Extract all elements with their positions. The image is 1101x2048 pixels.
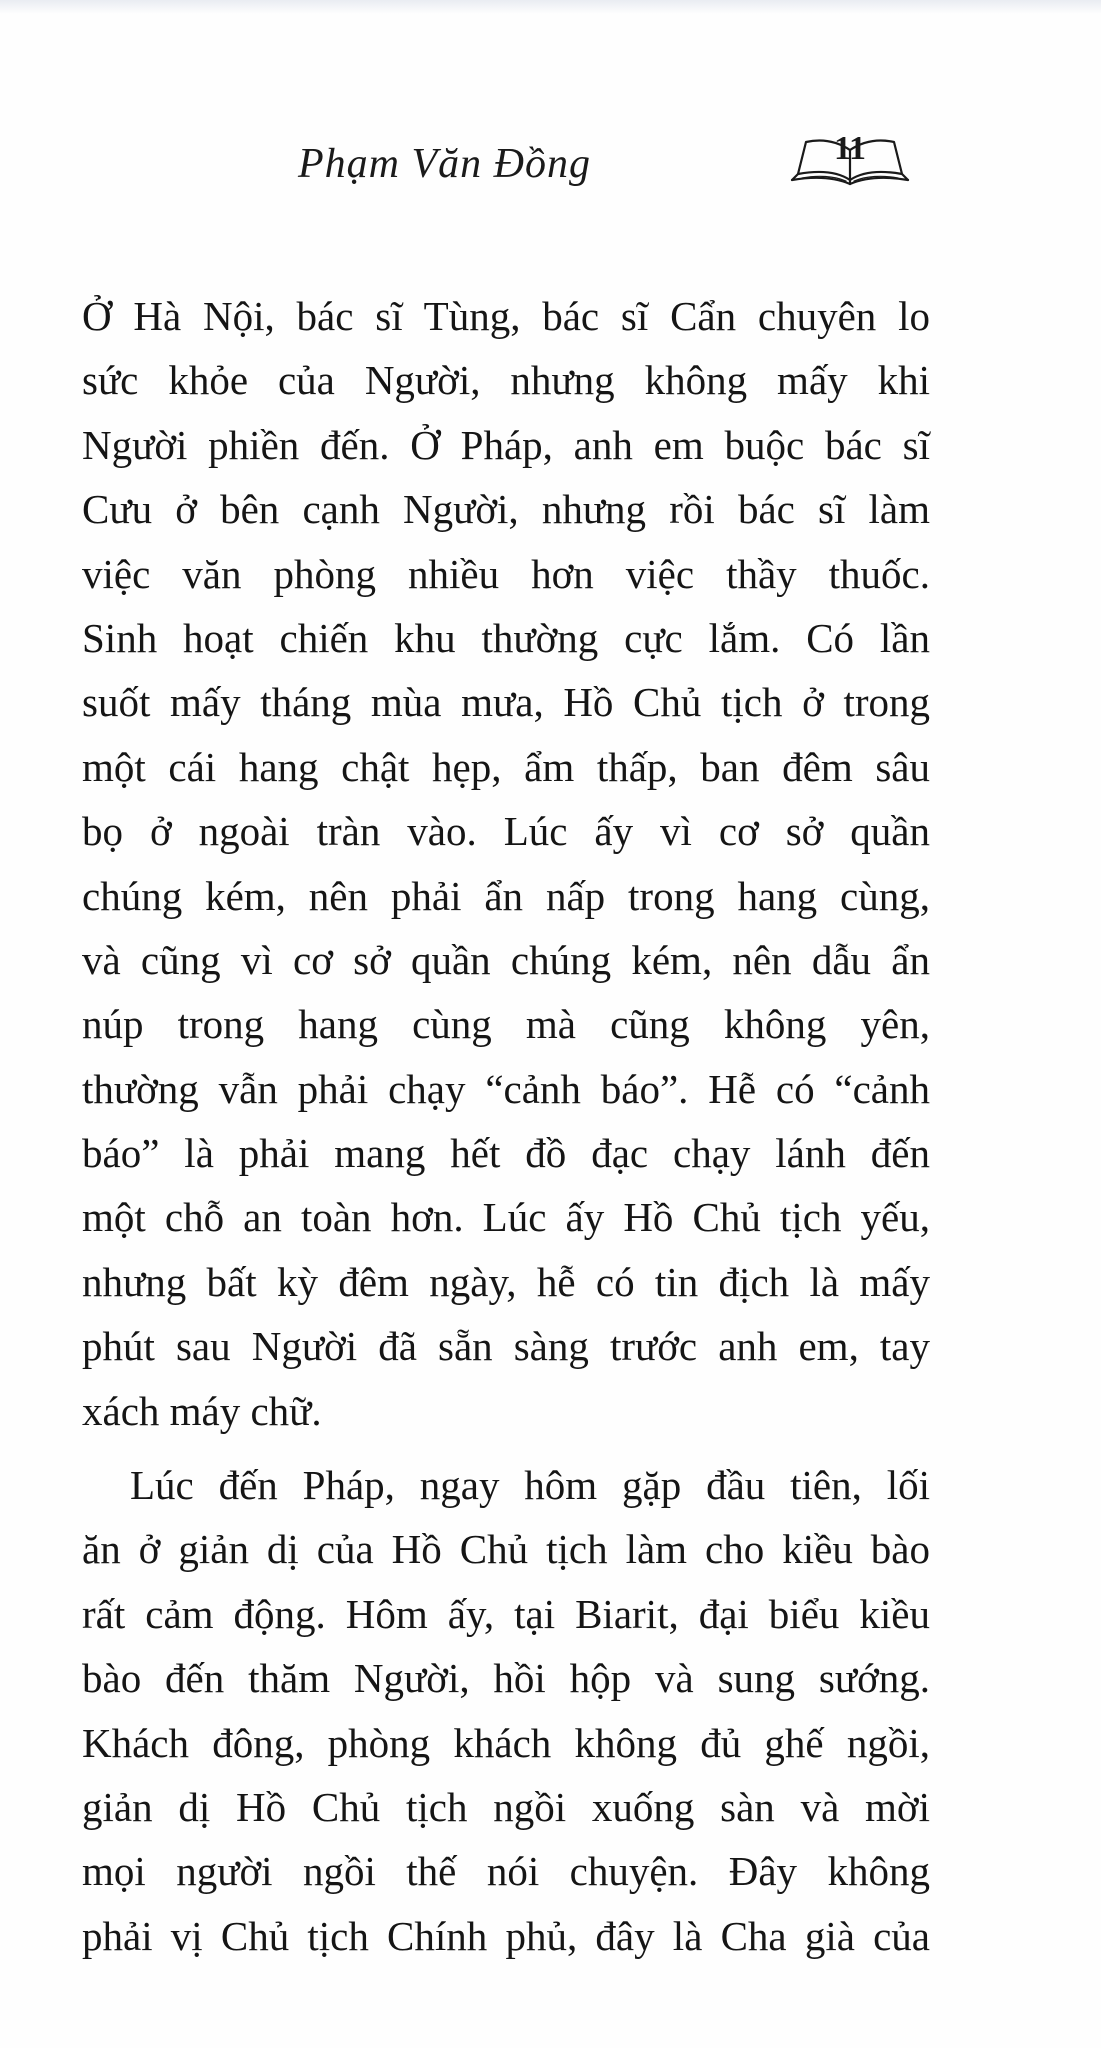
text-line: sức khỏe của Người, nhưng không mấy khi [82,357,930,404]
text-line: Người phiền đến. Ở Pháp, anh em buộc bác sĩ [82,421,930,468]
text-line: giản dị Hồ Chủ tịch ngồi xuống sàn và mời [82,1783,930,1830]
text-line: việc văn phòng nhiều hơn việc thầy thuốc. [82,550,930,597]
text-line: ăn ở giản dị của Hồ Chủ tịch làm cho kiều bào [82,1526,930,1573]
text-line: mọi người ngồi thế nói chuyện. Đây không [82,1848,930,1895]
text-line: Ở Hà Nội, bác sĩ Tùng, bác sĩ Cẩn chuyên lo [82,293,930,339]
paragraph-1 [82,284,930,1443]
text-line: núp trong hang cùng mà cũng không yên, [82,1001,930,1048]
text-line: rất cảm động. Hôm ấy, tại Biarit, đại biểu kiều [82,1590,930,1637]
text-line: báo” là phải mang hết đồ đạc chạy lánh đến [82,1130,930,1177]
text-line: phút sau Người đã sẵn sàng trước anh em, tay [82,1323,930,1370]
text-line: một cái hang chật hẹp, ẩm thấp, ban đêm sâu [82,743,930,790]
page-top-shadow [0,0,1101,14]
text-line: Khách đông, phòng khách không đủ ghế ngồi, [82,1719,930,1766]
text-line: chúng kém, nên phải ẩn nấp trong hang cùng, [82,872,930,919]
page-number-ornament [780,128,920,200]
running-title: Phạm Văn Đồng [298,141,591,187]
text-line: bọ ở ngoài tràn vào. Lúc ấy vì cơ sở quần [82,808,930,855]
text-line: phải vị Chủ tịch Chính phủ, đây là Cha già của [82,1912,930,1959]
text-line: Cưu ở bên cạnh Người, nhưng rồi bác sĩ làm [82,486,930,533]
body-text [82,284,930,1968]
paragraph-2 [82,1453,930,1968]
text-line: suốt mấy tháng mùa mưa, Hồ Chủ tịch ở trong [82,679,930,726]
text-line: một chỗ an toàn hơn. Lúc ấy Hồ Chủ tịch yếu, [82,1194,930,1241]
text-line: Lúc đến Pháp, ngay hôm gặp đầu tiên, lối [130,1462,930,1509]
text-line: Sinh hoạt chiến khu thường cực lắm. Có lần [82,614,930,661]
text-line: xách máy chữ. [82,1387,322,1434]
text-line: bào đến thăm Người, hồi hộp và sung sướng. [82,1655,930,1702]
text-line: và cũng vì cơ sở quần chúng kém, nên dẫu ẩn [82,936,930,983]
text-line: thường vẫn phải chạy “cảnh báo”. Hễ có “cảnh [82,1065,930,1112]
text-line: nhưng bất kỳ đêm ngày, hễ có tin địch là mấy [82,1258,930,1305]
page-number: 11 [833,130,867,167]
